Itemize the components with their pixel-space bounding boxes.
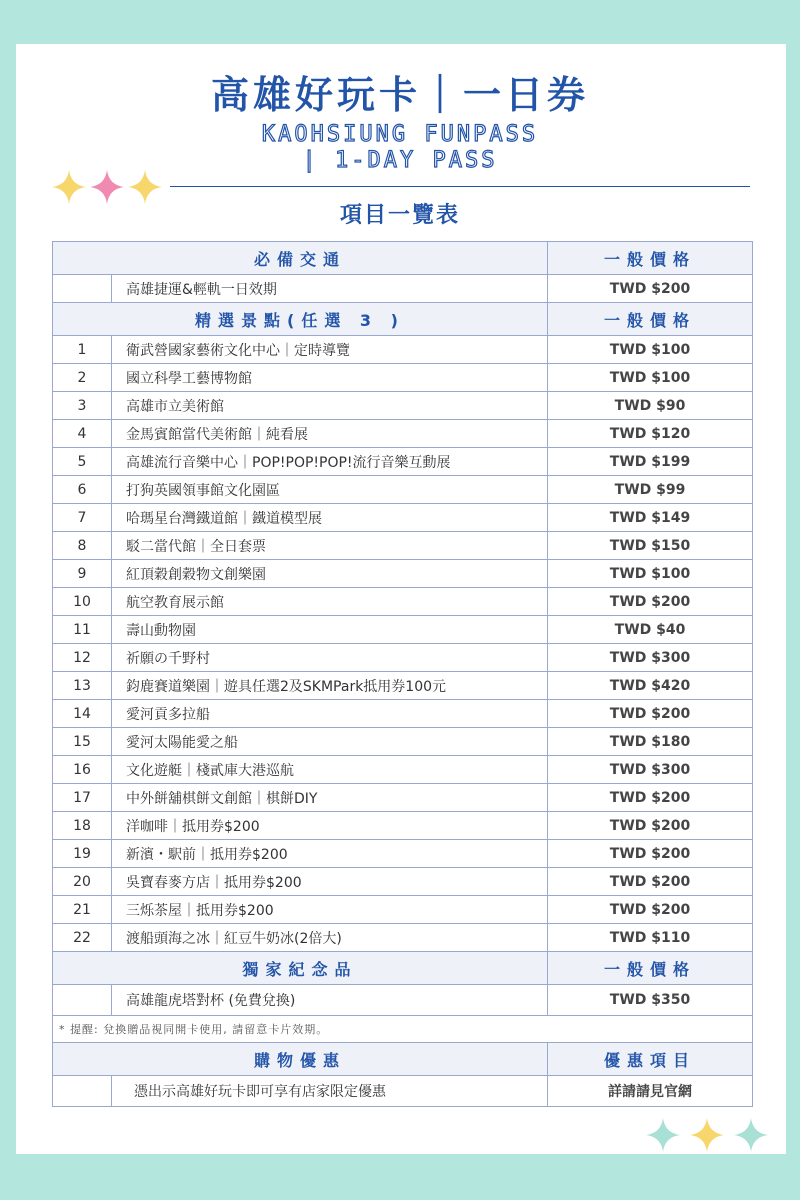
- item-name: 衛武營國家藝術文化中心｜定時導覽: [112, 336, 548, 364]
- item-number: 21: [53, 896, 112, 924]
- item-number: 6: [53, 476, 112, 504]
- table-row: [53, 896, 753, 924]
- item-price: TWD $200: [548, 275, 753, 303]
- item-name: 高雄流行音樂中心｜POP!POP!POP!流行音樂互動展: [112, 448, 548, 476]
- table-row: [53, 420, 753, 448]
- table-row: [53, 336, 753, 364]
- item-number: 22: [53, 924, 112, 952]
- item-price: TWD $420: [548, 672, 753, 700]
- item-price: TWD $180: [548, 728, 753, 756]
- table-row: [53, 532, 753, 560]
- table-row: [53, 504, 753, 532]
- table-row: [53, 644, 753, 672]
- item-name: 高雄市立美術館: [112, 392, 548, 420]
- table-row: [53, 728, 753, 756]
- item-price: TWD $90: [548, 392, 753, 420]
- item-number: 8: [53, 532, 112, 560]
- item-name: 愛河貢多拉船: [112, 700, 548, 728]
- item-name: 國立科學工藝博物館: [112, 364, 548, 392]
- item-name: 高雄捷運&輕軌一日效期: [112, 275, 548, 303]
- section-header-souvenir: [53, 952, 753, 985]
- english-subtitle-line-2: | 1-DAY PASS: [302, 148, 498, 173]
- item-name: 壽山動物園: [112, 616, 548, 644]
- item-number: 20: [53, 868, 112, 896]
- section-header-shopping: [53, 1043, 753, 1076]
- table-row: [53, 616, 753, 644]
- item-number: 11: [53, 616, 112, 644]
- english-subtitle-line-1: KAOHSIUNG FUNPASS: [261, 122, 539, 147]
- table-row: [53, 364, 753, 392]
- table-row: [53, 448, 753, 476]
- item-price: TWD $300: [548, 644, 753, 672]
- table-row: [53, 588, 753, 616]
- table-row: [53, 476, 753, 504]
- item-name: 高雄龍虎塔對杯 (免費兌換): [112, 985, 548, 1016]
- table-row: [53, 868, 753, 896]
- section-label: 必備交通: [53, 242, 548, 275]
- table-row: [53, 560, 753, 588]
- item-name: 吳寶春麥方店｜抵用券$200: [112, 868, 548, 896]
- table-row: [53, 840, 753, 868]
- page-title: 高雄好玩卡｜一日券: [210, 73, 589, 117]
- item-name: 新濱・駅前｜抵用券$200: [112, 840, 548, 868]
- item-price: TWD $120: [548, 420, 753, 448]
- table-row: [53, 924, 753, 952]
- price-header: 一般價格: [548, 952, 753, 985]
- header-divider: [170, 186, 750, 187]
- item-name: 哈瑪星台灣鐵道館｜鐵道模型展: [112, 504, 548, 532]
- price-header: 優惠項目: [548, 1043, 753, 1076]
- section-label: 精選景點(任選 3 ): [53, 303, 548, 336]
- item-number: 14: [53, 700, 112, 728]
- price-header: 一般價格: [548, 242, 753, 275]
- item-name: 祈願の千野村: [112, 644, 548, 672]
- item-price: TWD $100: [548, 336, 753, 364]
- section-label: 購物優惠: [53, 1043, 548, 1076]
- item-name: 駁二當代館｜全日套票: [112, 532, 548, 560]
- item-name: 洋咖啡｜抵用券$200: [112, 812, 548, 840]
- item-price: TWD $100: [548, 560, 753, 588]
- table-row: [53, 812, 753, 840]
- item-price: TWD $200: [548, 588, 753, 616]
- item-number: 10: [53, 588, 112, 616]
- item-name: 中外餅舖棋餅文創館｜棋餅DIY: [112, 784, 548, 812]
- item-name: 打狗英國領事館文化園區: [112, 476, 548, 504]
- item-price: TWD $199: [548, 448, 753, 476]
- item-number: 15: [53, 728, 112, 756]
- item-number: 2: [53, 364, 112, 392]
- item-price: TWD $99: [548, 476, 753, 504]
- item-price: TWD $200: [548, 700, 753, 728]
- item-name: 金馬賓館當代美術館｜純看展: [112, 420, 548, 448]
- table-row: [53, 275, 753, 303]
- item-name: 文化遊艇｜棧貳庫大港巡航: [112, 756, 548, 784]
- item-number: 13: [53, 672, 112, 700]
- item-number: 4: [53, 420, 112, 448]
- table-row: [53, 672, 753, 700]
- item-name: 航空教育展示館: [112, 588, 548, 616]
- item-price: TWD $200: [548, 784, 753, 812]
- item-number: 5: [53, 448, 112, 476]
- table-row: [53, 784, 753, 812]
- item-price: TWD $200: [548, 896, 753, 924]
- price-header: 一般價格: [548, 303, 753, 336]
- item-name: 憑出示高雄好玩卡即可享有店家限定優惠: [112, 1076, 548, 1107]
- item-price: TWD $350: [548, 985, 753, 1016]
- sparkle-icon: [690, 1118, 724, 1152]
- item-price: TWD $200: [548, 812, 753, 840]
- sparkle-icon: [646, 1118, 680, 1152]
- item-number: 7: [53, 504, 112, 532]
- table-row: [53, 392, 753, 420]
- item-price: TWD $150: [548, 532, 753, 560]
- table-row: [53, 700, 753, 728]
- item-number: 16: [53, 756, 112, 784]
- item-price: TWD $300: [548, 756, 753, 784]
- item-price: 詳請請見官網: [548, 1076, 753, 1107]
- item-name: 紅頂穀創穀物文創樂園: [112, 560, 548, 588]
- item-price: TWD $40: [548, 616, 753, 644]
- item-price: TWD $110: [548, 924, 753, 952]
- item-price: TWD $149: [548, 504, 753, 532]
- item-number: 19: [53, 840, 112, 868]
- table-row: [53, 1076, 753, 1107]
- section-label: 獨家紀念品: [53, 952, 548, 985]
- sparkle-icon: [734, 1118, 768, 1152]
- item-price: TWD $100: [548, 364, 753, 392]
- item-number: 9: [53, 560, 112, 588]
- item-name: 愛河太陽能愛之船: [112, 728, 548, 756]
- item-number: 17: [53, 784, 112, 812]
- section-header-transport: [53, 242, 753, 275]
- table-row: [53, 985, 753, 1016]
- item-number: 3: [53, 392, 112, 420]
- table-row: [53, 756, 753, 784]
- items-table: [52, 241, 753, 1107]
- list-title: 項目一覽表: [339, 203, 460, 228]
- item-name: 渡船頭海之冰｜紅豆牛奶冰(2倍大): [112, 924, 548, 952]
- item-number: 1: [53, 336, 112, 364]
- item-name: 鈞鹿賽道樂園｜遊具任選2及SKMPark抵用券100元: [112, 672, 548, 700]
- item-price: TWD $200: [548, 868, 753, 896]
- item-number: 18: [53, 812, 112, 840]
- section-header-attractions: [53, 303, 753, 336]
- souvenir-note: * 提醒: 兌換贈品視同開卡使用, 請留意卡片效期。: [53, 1016, 753, 1043]
- note-row: [53, 1016, 753, 1043]
- item-number: 12: [53, 644, 112, 672]
- item-name: 三烁茶屋｜抵用券$200: [112, 896, 548, 924]
- item-price: TWD $200: [548, 840, 753, 868]
